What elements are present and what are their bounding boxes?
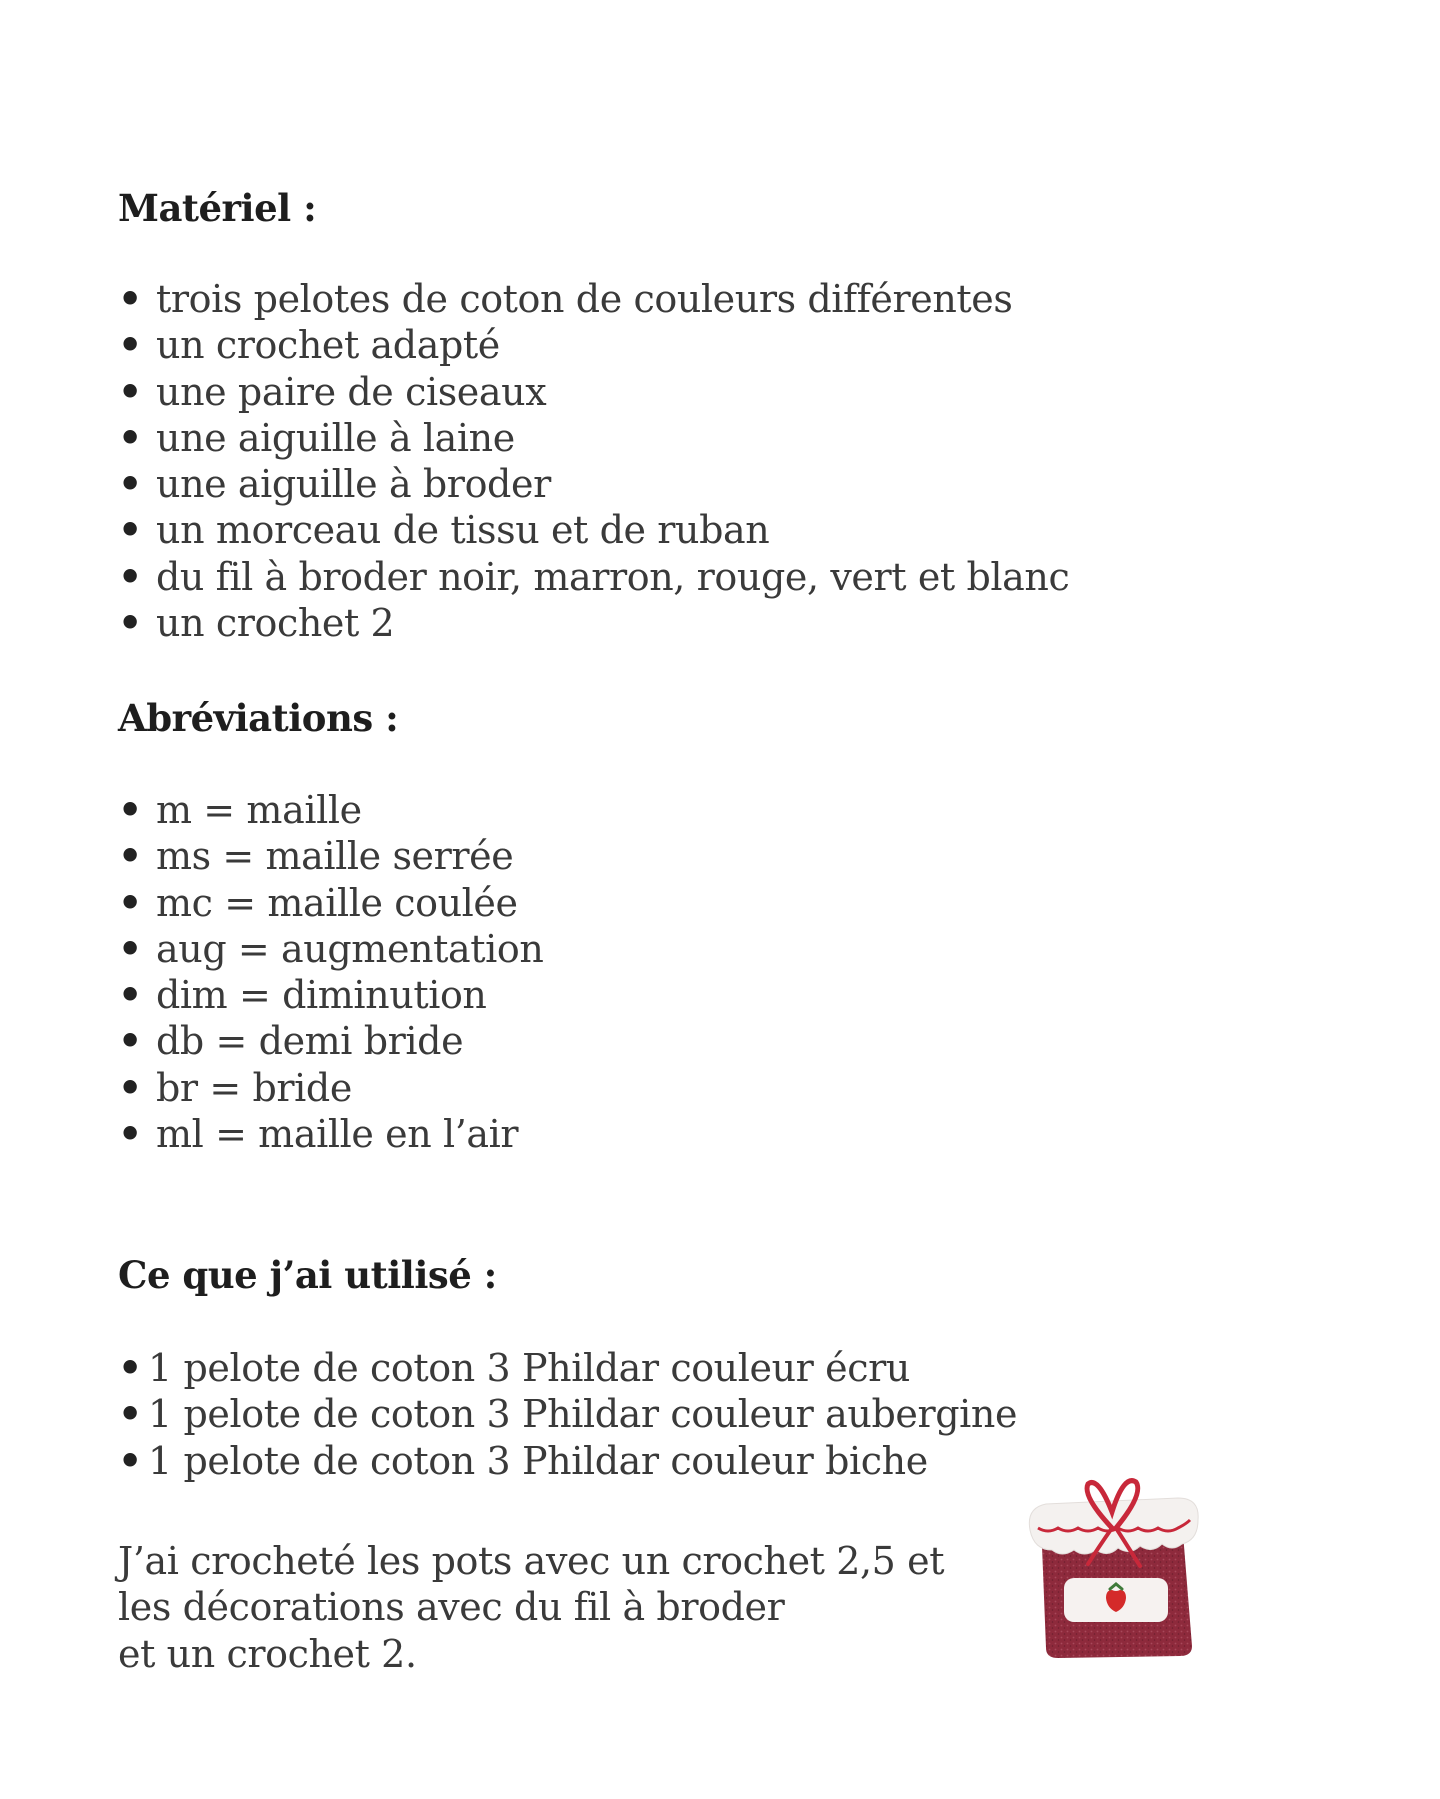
bullet-icon: • xyxy=(118,507,142,553)
list-item: • une paire de ciseaux xyxy=(118,368,547,414)
bullet-icon: • xyxy=(118,1064,142,1110)
bullet-icon: • xyxy=(118,600,142,646)
bullet-icon: • xyxy=(118,553,142,599)
bullet-icon: • xyxy=(118,461,142,507)
list-item: • br = bride xyxy=(118,1064,352,1110)
list-item: • db = demi bride xyxy=(118,1018,464,1064)
bullet-icon: • xyxy=(118,1437,142,1483)
bullet-icon: • xyxy=(118,787,142,832)
list-item: • ml = maille en l’air xyxy=(118,1111,519,1157)
list-item: • m = maille xyxy=(118,787,362,832)
list-item: • du fil à broder noir, marron, rouge, vert et blanc xyxy=(118,553,1070,599)
list-item: • mc = maille coulée xyxy=(118,879,518,925)
list-item: • 1 pelote de coton 3 Phildar couleur aubergine xyxy=(118,1391,1018,1437)
utilise-list xyxy=(118,1345,1017,1484)
bullet-icon: • xyxy=(118,276,142,321)
note-line: les décorations avec du fil à broder xyxy=(118,1585,785,1630)
abreviations-list xyxy=(118,787,543,1157)
note-paragraph xyxy=(118,1538,944,1677)
list-item: • ms = maille serrée xyxy=(118,833,514,879)
list-item: • une aiguille à broder xyxy=(118,461,551,507)
bullet-icon: • xyxy=(118,1111,142,1157)
list-item: • trois pelotes de coton de couleurs différentes xyxy=(118,276,1013,321)
bullet-icon: • xyxy=(118,414,142,460)
bullet-icon: • xyxy=(118,925,142,971)
list-item: • dim = diminution xyxy=(118,972,487,1018)
bullet-icon: • xyxy=(118,322,142,368)
list-item: • un crochet 2 xyxy=(118,600,395,646)
list-item: • un morceau de tissu et de ruban xyxy=(118,507,770,553)
bullet-icon: • xyxy=(118,879,142,925)
bullet-icon: • xyxy=(118,972,142,1018)
jam-jar-icon xyxy=(1012,1468,1212,1668)
materiel-heading: Matériel : xyxy=(118,186,317,230)
note-line: et un crochet 2. xyxy=(118,1631,417,1676)
list-item: • un crochet adapté xyxy=(118,322,500,368)
list-item: • une aiguille à laine xyxy=(118,414,515,460)
bullet-icon: • xyxy=(118,1391,142,1437)
bullet-icon: • xyxy=(118,833,142,879)
bullet-icon: • xyxy=(118,368,142,414)
list-item: • aug = augmentation xyxy=(118,925,544,971)
list-item: • 1 pelote de coton 3 Phildar couleur biche xyxy=(118,1437,928,1483)
bullet-icon: • xyxy=(118,1345,142,1390)
bullet-icon: • xyxy=(118,1018,142,1064)
utilise-heading: Ce que j’ai utilisé : xyxy=(118,1253,497,1297)
note-line: J’ai crocheté les pots avec un crochet 2,5 et xyxy=(118,1539,945,1583)
list-item: • 1 pelote de coton 3 Phildar couleur écru xyxy=(118,1345,910,1390)
abreviations-heading: Abréviations : xyxy=(118,696,399,740)
materiel-list xyxy=(118,276,1069,646)
